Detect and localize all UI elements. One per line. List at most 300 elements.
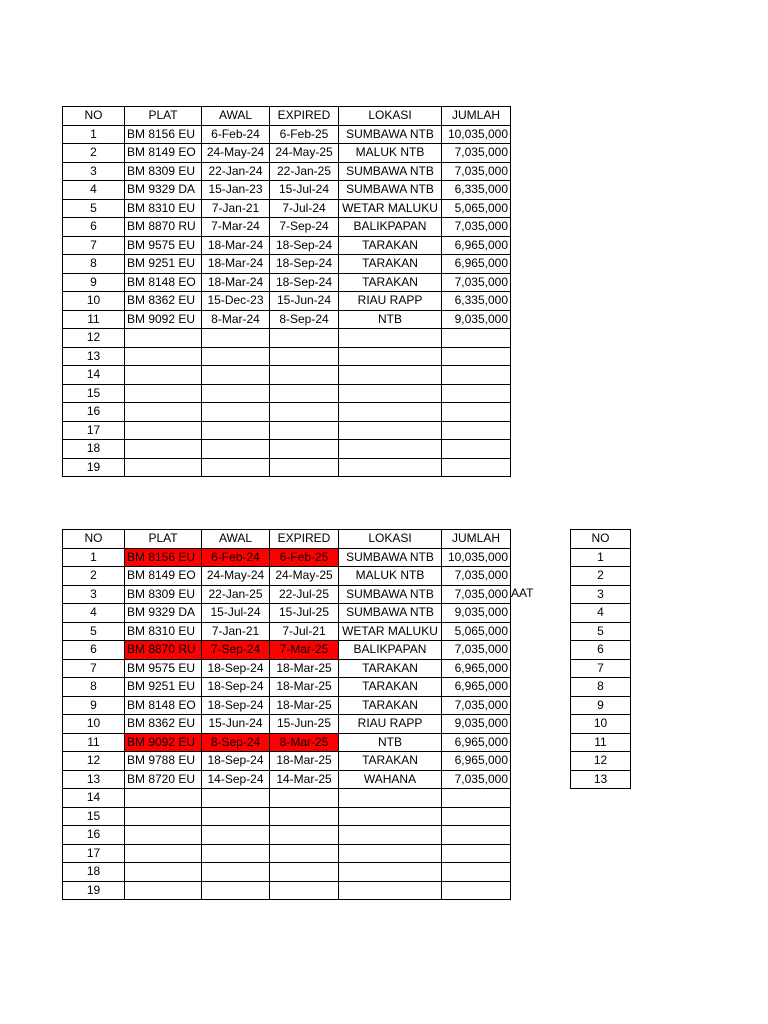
cell-jumlah	[442, 421, 511, 440]
table-row	[63, 162, 511, 181]
cell-plat	[125, 789, 202, 808]
table-row	[63, 548, 511, 567]
table-row	[63, 770, 511, 789]
cell-expired: 7-Mar-25	[270, 641, 339, 660]
table-row	[63, 641, 511, 660]
cell-awal: 24-May-24	[202, 567, 270, 586]
cell-expired	[270, 329, 339, 348]
cell-no: 7	[571, 659, 631, 678]
cell-lokasi	[339, 329, 442, 348]
cell-lokasi	[339, 863, 442, 882]
cell-awal: 18-Mar-24	[202, 273, 270, 292]
cell-no: 16	[63, 826, 125, 845]
cell-awal: 15-Jan-23	[202, 181, 270, 200]
cell-jumlah	[442, 458, 511, 477]
table-row	[63, 347, 511, 366]
cell-awal: 22-Jan-24	[202, 162, 270, 181]
table-row	[63, 144, 511, 163]
cell-awal	[202, 329, 270, 348]
cell-expired: 22-Jul-25	[270, 585, 339, 604]
cell-plat: BM 8156 EU	[125, 548, 202, 567]
table-row	[63, 567, 511, 586]
stray-cell-text: AAT	[511, 586, 534, 600]
cell-no: 10	[63, 715, 125, 734]
cell-no: 16	[63, 403, 125, 422]
cell-plat: BM 9329 DA	[125, 604, 202, 623]
cell-expired: 15-Jun-25	[270, 715, 339, 734]
cell-jumlah: 5,065,000	[442, 622, 511, 641]
cell-no: 3	[63, 162, 125, 181]
cell-no: 10	[571, 715, 631, 734]
cell-lokasi: SUMBAWA NTB	[339, 181, 442, 200]
cell-expired	[270, 458, 339, 477]
table-row	[63, 125, 511, 144]
table-row	[63, 659, 511, 678]
cell-expired: 18-Mar-25	[270, 678, 339, 697]
cell-awal: 6-Feb-24	[202, 125, 270, 144]
header-awal: AWAL	[202, 530, 270, 549]
cell-expired	[270, 440, 339, 459]
cell-expired: 6-Feb-25	[270, 548, 339, 567]
cell-expired	[270, 844, 339, 863]
cell-expired	[270, 421, 339, 440]
vehicle-table-1-body	[63, 107, 511, 477]
header-lokasi: LOKASI	[339, 530, 442, 549]
cell-plat: BM 9788 EU	[125, 752, 202, 771]
cell-jumlah: 7,035,000	[442, 641, 511, 660]
cell-awal	[202, 458, 270, 477]
table-row	[571, 548, 631, 567]
cell-no: 4	[63, 181, 125, 200]
cell-jumlah: 10,035,000	[442, 125, 511, 144]
cell-no: 13	[571, 770, 631, 789]
table-row	[63, 218, 511, 237]
cell-no: 9	[63, 696, 125, 715]
vehicle-table-2-body	[63, 530, 511, 900]
header-expired: EXPIRED	[270, 530, 339, 549]
cell-jumlah: 7,035,000	[442, 218, 511, 237]
table-row	[571, 696, 631, 715]
cell-lokasi: BALIKPAPAN	[339, 218, 442, 237]
table-row	[63, 458, 511, 477]
cell-lokasi: WETAR MALUKU	[339, 622, 442, 641]
cell-expired	[270, 863, 339, 882]
header-awal: AWAL	[202, 107, 270, 126]
cell-lokasi: TARAKAN	[339, 236, 442, 255]
cell-lokasi: WETAR MALUKU	[339, 199, 442, 218]
table-row	[63, 366, 511, 385]
cell-jumlah: 6,965,000	[442, 659, 511, 678]
cell-no: 2	[63, 567, 125, 586]
table-row	[63, 384, 511, 403]
cell-expired: 22-Jan-25	[270, 162, 339, 181]
cell-plat: BM 8148 EO	[125, 273, 202, 292]
cell-awal: 7-Jan-21	[202, 199, 270, 218]
table-row	[63, 789, 511, 808]
cell-no: 15	[63, 807, 125, 826]
cell-plat: BM 8310 EU	[125, 199, 202, 218]
cell-no: 9	[63, 273, 125, 292]
cell-lokasi: RIAU RAPP	[339, 292, 442, 311]
table-row	[571, 585, 631, 604]
cell-jumlah: 6,965,000	[442, 752, 511, 771]
table-row	[63, 329, 511, 348]
cell-expired: 7-Jul-24	[270, 199, 339, 218]
table-row	[63, 181, 511, 200]
cell-no: 10	[63, 292, 125, 311]
cell-no: 12	[571, 752, 631, 771]
cell-expired: 18-Mar-25	[270, 752, 339, 771]
cell-lokasi: SUMBAWA NTB	[339, 585, 442, 604]
cell-jumlah: 7,035,000	[442, 144, 511, 163]
cell-no: 4	[63, 604, 125, 623]
table-row	[571, 567, 631, 586]
table-row	[571, 641, 631, 660]
cell-expired	[270, 347, 339, 366]
number-column-table	[570, 529, 631, 789]
cell-jumlah: 6,965,000	[442, 236, 511, 255]
cell-no: 5	[63, 199, 125, 218]
cell-no: 7	[63, 236, 125, 255]
cell-awal	[202, 421, 270, 440]
cell-jumlah: 6,335,000	[442, 181, 511, 200]
cell-expired	[270, 403, 339, 422]
cell-lokasi: SUMBAWA NTB	[339, 604, 442, 623]
cell-awal	[202, 844, 270, 863]
cell-lokasi	[339, 384, 442, 403]
cell-jumlah: 6,335,000	[442, 292, 511, 311]
cell-lokasi: MALUK NTB	[339, 567, 442, 586]
vehicle-table-1	[62, 106, 511, 477]
cell-awal	[202, 807, 270, 826]
cell-plat: BM 8870 RU	[125, 641, 202, 660]
cell-awal: 7-Mar-24	[202, 218, 270, 237]
cell-no: 13	[63, 770, 125, 789]
table-row	[63, 844, 511, 863]
cell-awal: 15-Jul-24	[202, 604, 270, 623]
cell-jumlah	[442, 789, 511, 808]
cell-awal: 18-Sep-24	[202, 696, 270, 715]
cell-awal: 18-Sep-24	[202, 752, 270, 771]
cell-jumlah: 6,965,000	[442, 733, 511, 752]
cell-awal: 14-Sep-24	[202, 770, 270, 789]
cell-awal	[202, 440, 270, 459]
cell-no: 18	[63, 440, 125, 459]
cell-lokasi: RIAU RAPP	[339, 715, 442, 734]
header-jumlah: JUMLAH	[442, 107, 511, 126]
cell-no: 3	[571, 585, 631, 604]
cell-plat: BM 8870 RU	[125, 218, 202, 237]
cell-plat	[125, 881, 202, 900]
cell-no: 1	[571, 548, 631, 567]
table-row	[63, 440, 511, 459]
header-plat: PLAT	[125, 107, 202, 126]
cell-awal	[202, 881, 270, 900]
cell-no: 11	[63, 733, 125, 752]
cell-no: 19	[63, 881, 125, 900]
cell-awal: 18-Mar-24	[202, 255, 270, 274]
cell-no: 1	[63, 125, 125, 144]
cell-lokasi: NTB	[339, 310, 442, 329]
cell-expired	[270, 807, 339, 826]
cell-expired: 24-May-25	[270, 144, 339, 163]
cell-no: 4	[571, 604, 631, 623]
cell-expired: 18-Sep-24	[270, 273, 339, 292]
cell-plat	[125, 403, 202, 422]
cell-awal: 8-Mar-24	[202, 310, 270, 329]
cell-expired: 6-Feb-25	[270, 125, 339, 144]
cell-expired: 15-Jun-24	[270, 292, 339, 311]
cell-jumlah	[442, 826, 511, 845]
table-row	[63, 715, 511, 734]
cell-no: 5	[571, 622, 631, 641]
cell-awal: 22-Jan-25	[202, 585, 270, 604]
cell-expired: 24-May-25	[270, 567, 339, 586]
header-no: NO	[63, 107, 125, 126]
cell-expired: 8-Mar-25	[270, 733, 339, 752]
cell-jumlah: 6,965,000	[442, 678, 511, 697]
table-row	[571, 715, 631, 734]
cell-expired: 18-Mar-25	[270, 696, 339, 715]
header-jumlah: JUMLAH	[442, 530, 511, 549]
cell-lokasi: SUMBAWA NTB	[339, 548, 442, 567]
cell-awal: 18-Sep-24	[202, 678, 270, 697]
cell-expired: 15-Jul-24	[270, 181, 339, 200]
cell-jumlah: 7,035,000	[442, 770, 511, 789]
cell-no: 17	[63, 844, 125, 863]
table-row	[571, 733, 631, 752]
cell-jumlah: 5,065,000	[442, 199, 511, 218]
cell-plat: BM 9092 EU	[125, 733, 202, 752]
cell-no: 12	[63, 752, 125, 771]
table-row	[63, 678, 511, 697]
cell-jumlah	[442, 844, 511, 863]
cell-no: 2	[63, 144, 125, 163]
cell-lokasi: MALUK NTB	[339, 144, 442, 163]
cell-plat	[125, 421, 202, 440]
cell-awal	[202, 789, 270, 808]
table-row	[63, 403, 511, 422]
cell-jumlah: 7,035,000	[442, 585, 511, 604]
cell-lokasi: SUMBAWA NTB	[339, 125, 442, 144]
cell-jumlah: 6,965,000	[442, 255, 511, 274]
cell-lokasi: TARAKAN	[339, 678, 442, 697]
cell-plat: BM 8310 EU	[125, 622, 202, 641]
cell-plat	[125, 844, 202, 863]
cell-jumlah: 7,035,000	[442, 696, 511, 715]
header-no: NO	[63, 530, 125, 549]
cell-expired	[270, 881, 339, 900]
cell-expired: 14-Mar-25	[270, 770, 339, 789]
cell-plat: BM 8149 EO	[125, 144, 202, 163]
cell-expired: 18-Sep-24	[270, 236, 339, 255]
cell-lokasi: WAHANA	[339, 770, 442, 789]
cell-no: 3	[63, 585, 125, 604]
cell-plat: BM 8156 EU	[125, 125, 202, 144]
table-row	[63, 807, 511, 826]
table-row	[63, 585, 511, 604]
cell-plat: BM 8309 EU	[125, 162, 202, 181]
cell-plat	[125, 458, 202, 477]
header-plat: PLAT	[125, 530, 202, 549]
cell-no: 5	[63, 622, 125, 641]
table-row	[571, 622, 631, 641]
cell-awal	[202, 863, 270, 882]
cell-plat: BM 8149 EO	[125, 567, 202, 586]
cell-plat: BM 8309 EU	[125, 585, 202, 604]
cell-expired	[270, 789, 339, 808]
cell-expired	[270, 826, 339, 845]
number-column-table-body	[571, 530, 631, 789]
cell-awal: 15-Jun-24	[202, 715, 270, 734]
cell-plat: BM 9575 EU	[125, 236, 202, 255]
cell-jumlah: 7,035,000	[442, 273, 511, 292]
table-row	[571, 604, 631, 623]
cell-no: 8	[63, 255, 125, 274]
cell-lokasi: TARAKAN	[339, 659, 442, 678]
table-row	[63, 604, 511, 623]
cell-jumlah	[442, 863, 511, 882]
table-row	[63, 236, 511, 255]
cell-no: 9	[571, 696, 631, 715]
cell-expired: 18-Mar-25	[270, 659, 339, 678]
cell-jumlah: 9,035,000	[442, 715, 511, 734]
cell-awal: 18-Mar-24	[202, 236, 270, 255]
cell-jumlah	[442, 440, 511, 459]
cell-expired: 18-Sep-24	[270, 255, 339, 274]
cell-no: 14	[63, 789, 125, 808]
cell-lokasi	[339, 881, 442, 900]
cell-plat: BM 9329 DA	[125, 181, 202, 200]
cell-plat: BM 9092 EU	[125, 310, 202, 329]
cell-no: 8	[63, 678, 125, 697]
cell-no: 18	[63, 863, 125, 882]
table-row	[571, 678, 631, 697]
cell-no: 17	[63, 421, 125, 440]
cell-lokasi: TARAKAN	[339, 696, 442, 715]
cell-lokasi: TARAKAN	[339, 255, 442, 274]
cell-no: 15	[63, 384, 125, 403]
cell-plat: BM 8720 EU	[125, 770, 202, 789]
cell-no: 11	[63, 310, 125, 329]
cell-plat	[125, 347, 202, 366]
cell-plat: BM 8148 EO	[125, 696, 202, 715]
cell-no: 7	[63, 659, 125, 678]
cell-plat	[125, 440, 202, 459]
cell-jumlah	[442, 329, 511, 348]
cell-no: 11	[571, 733, 631, 752]
cell-lokasi	[339, 789, 442, 808]
cell-lokasi	[339, 347, 442, 366]
cell-lokasi	[339, 421, 442, 440]
cell-jumlah: 7,035,000	[442, 162, 511, 181]
table-row	[63, 292, 511, 311]
header-row	[63, 107, 511, 126]
vehicle-table-2	[62, 529, 511, 900]
cell-plat: BM 9575 EU	[125, 659, 202, 678]
cell-plat: BM 8362 EU	[125, 715, 202, 734]
cell-jumlah	[442, 881, 511, 900]
cell-awal: 18-Sep-24	[202, 659, 270, 678]
cell-no: 14	[63, 366, 125, 385]
cell-jumlah: 9,035,000	[442, 604, 511, 623]
table-row	[571, 770, 631, 789]
cell-awal: 8-Sep-24	[202, 733, 270, 752]
cell-expired: 8-Sep-24	[270, 310, 339, 329]
cell-awal: 6-Feb-24	[202, 548, 270, 567]
cell-expired	[270, 384, 339, 403]
table-row	[63, 881, 511, 900]
cell-awal	[202, 366, 270, 385]
cell-lokasi	[339, 826, 442, 845]
cell-lokasi	[339, 844, 442, 863]
table-row	[63, 752, 511, 771]
table-row	[63, 733, 511, 752]
table-row	[63, 696, 511, 715]
header-lokasi: LOKASI	[339, 107, 442, 126]
cell-jumlah: 9,035,000	[442, 310, 511, 329]
cell-no: 6	[63, 641, 125, 660]
cell-lokasi: SUMBAWA NTB	[339, 162, 442, 181]
cell-awal	[202, 347, 270, 366]
table-row	[63, 826, 511, 845]
table-row	[63, 199, 511, 218]
cell-lokasi: TARAKAN	[339, 273, 442, 292]
table-row	[63, 863, 511, 882]
cell-expired	[270, 366, 339, 385]
cell-awal: 24-May-24	[202, 144, 270, 163]
cell-jumlah	[442, 403, 511, 422]
cell-lokasi: BALIKPAPAN	[339, 641, 442, 660]
cell-awal: 7-Sep-24	[202, 641, 270, 660]
cell-lokasi	[339, 458, 442, 477]
table-row	[63, 255, 511, 274]
cell-no: 6	[63, 218, 125, 237]
cell-no: 1	[63, 548, 125, 567]
cell-awal	[202, 403, 270, 422]
cell-lokasi	[339, 366, 442, 385]
cell-expired: 7-Jul-21	[270, 622, 339, 641]
cell-awal	[202, 826, 270, 845]
cell-plat	[125, 384, 202, 403]
table-row	[63, 421, 511, 440]
cell-plat: BM 9251 EU	[125, 678, 202, 697]
table-row	[63, 622, 511, 641]
cell-lokasi	[339, 807, 442, 826]
header-row	[571, 530, 631, 549]
cell-no: 6	[571, 641, 631, 660]
cell-plat	[125, 366, 202, 385]
cell-expired: 7-Sep-24	[270, 218, 339, 237]
cell-lokasi: NTB	[339, 733, 442, 752]
cell-no: 8	[571, 678, 631, 697]
cell-awal	[202, 384, 270, 403]
cell-plat	[125, 807, 202, 826]
table-row	[63, 310, 511, 329]
header-expired: EXPIRED	[270, 107, 339, 126]
cell-no: 19	[63, 458, 125, 477]
cell-lokasi	[339, 440, 442, 459]
cell-jumlah	[442, 384, 511, 403]
cell-plat: BM 9251 EU	[125, 255, 202, 274]
cell-jumlah	[442, 366, 511, 385]
cell-jumlah	[442, 807, 511, 826]
cell-awal: 15-Dec-23	[202, 292, 270, 311]
cell-awal: 7-Jan-21	[202, 622, 270, 641]
cell-lokasi: TARAKAN	[339, 752, 442, 771]
cell-plat	[125, 826, 202, 845]
cell-lokasi	[339, 403, 442, 422]
